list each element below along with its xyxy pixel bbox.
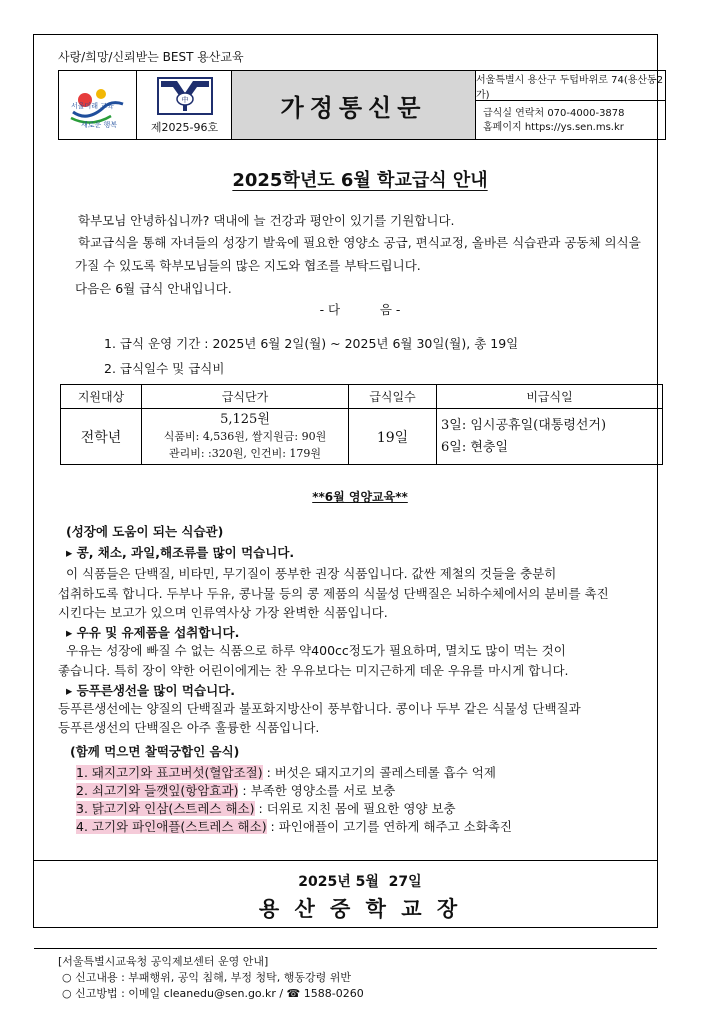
price-cell [142, 409, 349, 465]
divider [34, 948, 657, 949]
da-eum-heading: - 다 음 - [319, 302, 401, 317]
item-fees: 2. 급식일수 및 급식비 [104, 361, 225, 376]
slogan: 사랑/희망/신뢰받는 BEST 용산교육 [58, 50, 244, 64]
no-meal-day: 6일: 현충일 [441, 439, 509, 455]
combo-item [76, 799, 456, 817]
school-contact-cell [476, 71, 665, 139]
combo-item [76, 781, 395, 799]
target-cell: 전학년 [61, 409, 142, 465]
combo-highlight: 1. 돼지고기와 표고버섯(혈압조절) [76, 765, 263, 780]
letter-header [58, 70, 666, 140]
tip-heading: ▸ 우유 및 유제품을 섭취합니다. [66, 625, 240, 640]
intro-line: 가질 수 있도록 학부모님들의 많은 지도와 협조를 부탁드립니다. [75, 258, 421, 273]
tip-text: 등푸른생선에는 양질의 단백질과 불포화지방산이 풍부합니다. 콩이나 두부 같은 식물성 단백질과 [58, 701, 581, 716]
footer-title: [서울특별시교육청 공익제보센터 운영 안내] [58, 955, 269, 968]
cafeteria-contact: 급식실 연락처 070-4000-3878 [483, 108, 625, 119]
combo-desc: : 부족한 영양소를 서로 보충 [238, 783, 396, 798]
combo-desc: : 파인애플이 고기를 연하게 해주고 소화촉진 [266, 819, 512, 834]
table-header: 급식일수 [349, 385, 437, 409]
intro-line: 다음은 6월 급식 안내입니다. [75, 281, 232, 296]
combo-item [76, 763, 496, 781]
school-address: 서울특별시 용산구 두텁바위로 74(용산동2가) [476, 71, 665, 101]
combo-highlight: 2. 쇠고기와 들깻잎(항암효과) [76, 783, 239, 798]
combo-highlight: 3. 닭고기와 인삼(스트레스 해소) [76, 801, 255, 816]
section-heading: (성장에 도움이 되는 식습관) [66, 524, 224, 539]
tip-heading: ▸ 등푸른생선을 많이 먹습니다. [66, 683, 235, 698]
tip-text: 우유는 성장에 빠질 수 없는 식품으로 하루 약400cc정도가 필요하며, 멸치도 많이 먹는 것이 [66, 643, 566, 658]
divider [34, 860, 657, 861]
days-cell: 19일 [349, 409, 437, 465]
svg-text:새로운 행복: 새로운 행복 [80, 121, 117, 128]
tip-text: 이 식품들은 단백질, 비타민, 무기질이 풍부한 권장 식품입니다. 값싼 제철의 것들을 충분히 [66, 566, 557, 581]
table-header: 지원대상 [61, 385, 142, 409]
intro-line: 학교급식을 통해 자녀들의 성장기 발육에 필요한 영양소 공급, 편식교정, 올바른 식습관과 공동체 의식을 [78, 235, 641, 250]
price-detail: 식품비: 4,536원, 쌀지원금: 90원 [163, 430, 327, 443]
school-emblem-icon [157, 77, 213, 115]
tip-text: 등푸른생선의 단백질은 아주 훌륭한 식품입니다. [58, 720, 320, 735]
tip-heading: ▸ 콩, 채소, 과일,해조류를 많이 먹습니다. [66, 545, 295, 560]
tip-text: 섭취하도록 합니다. 두부나 두유, 콩나물 등의 콩 제품의 식물성 단백질은 뇌하수체에서의 분비를 촉진 [58, 586, 609, 601]
nutrition-title: **6월 영양교육** [312, 490, 408, 504]
combo-item [76, 817, 512, 835]
education-logo [59, 71, 137, 139]
no-meal-cell [437, 409, 663, 465]
tip-text: 시킨다는 보고가 있으며 인류역사상 가장 완벽한 식품입니다. [58, 605, 388, 620]
school-emblem-cell [137, 71, 232, 139]
combo-desc: : 버섯은 돼지고기의 콜레스테롤 흡수 억제 [262, 765, 496, 780]
combo-desc: : 더위로 지친 몸에 필요한 영양 보충 [254, 801, 456, 816]
table-row [61, 409, 663, 465]
page-title: 2025학년도 6월 학교급식 안내 [232, 170, 488, 191]
item-period: 1. 급식 운영 기간 : 2025년 6월 2일(월) ~ 2025년 6월 30일(월), 총 19일 [104, 336, 519, 351]
section-heading: (함께 먹으면 찰떡궁합인 음식) [70, 744, 240, 759]
issue-date: 2025년 5월 27일 [298, 874, 422, 890]
intro-line: 학부모님 안녕하십니까? 댁내에 늘 건강과 평안이 있기를 기원합니다. [78, 213, 455, 228]
svg-text:서울미래 교육: 서울미래 교육 [70, 102, 114, 110]
signer: 용 산 중 학 교 장 [258, 897, 462, 921]
no-meal-day: 3일: 임시공휴일(대통령선거) [441, 417, 607, 433]
doc-type-title: 가정통신문 [232, 71, 476, 139]
tip-text: 좋습니다. 특히 장이 약한 어린이에게는 찬 우유보다는 미지근하게 데운 우유를 마시게 합니다. [58, 663, 569, 678]
footer-line: ○ 신고방법 : 이메일 cleanedu@sen.go.kr / ☎ 1588-0260 [62, 987, 364, 1000]
issue-number: 제2025-96호 [150, 121, 219, 134]
footer-line: ○ 신고내용 : 부패행위, 공익 침해, 부정 청탁, 행동강령 위반 [62, 971, 352, 984]
price-detail: 관리비: :320원, 인건비: 179원 [168, 447, 322, 460]
svg-text:中: 中 [181, 96, 189, 104]
price-total: 5,125원 [220, 412, 270, 427]
table-header: 비급식일 [437, 385, 663, 409]
homepage-url[interactable]: 홈페이지 https://ys.sen.ms.kr [483, 122, 624, 133]
combo-highlight: 4. 고기와 파인애플(스트레스 해소) [76, 819, 267, 834]
meal-fee-table [60, 384, 663, 465]
table-header: 급식단가 [142, 385, 349, 409]
seoul-education-logo-icon [67, 82, 129, 128]
